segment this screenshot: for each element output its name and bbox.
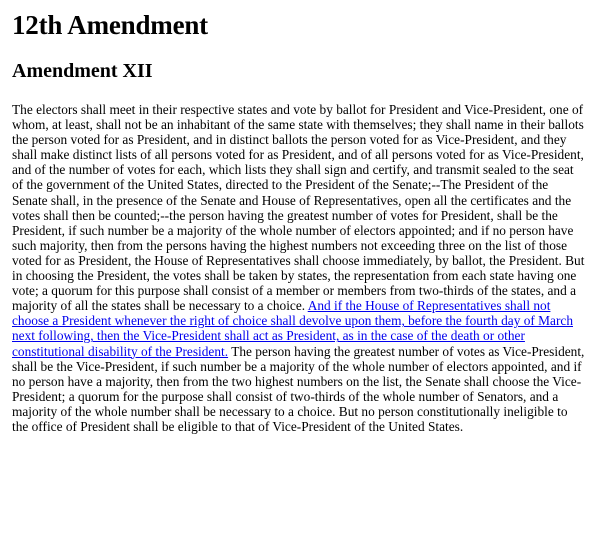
amendment-text-part-1: The electors shall meet in their respective states and vote by ballot for President and Vice-President, one of whom, at least, shall not be an inhabitant of the same state with themselves; they shall name in their ballots the person voted for as President, and in distinct ballots the person voted for as Vice-President, and they shall make distinct lists of all persons voted for as President, and of all persons voted for as Vice-President, and of the number of votes for each, which lists they shall sign and certify, and transmit sealed to the seat of the government of the United States, directed to the President of the Senate;--The President of the Senate shall, in the presence of the Senate and House of Representatives, open all the certificates and the votes shall then be counted;--the person having the greatest number of votes for President, shall be the President, if such number be a majority of the whole number of electors appointed; and if no person have such majority, then from the persons having the highest numbers not exceeding three on the list of those voted for as President, the House of Representatives shall choose immediately, by ballot, the President. But in choosing the President, the votes shall be taken by states, the representation from each state having one vote; a quorum for this purpose shall consist of a member or members from two-thirds of the states, and a majority of all the states shall be necessary to a choice. xyxy=(12,102,585,314)
amendment-text xyxy=(12,102,585,434)
page-title: 12th Amendment xyxy=(12,10,208,40)
superseded-clause-link[interactable]: And if the House of Representatives shall not choose a President whenever the right of choice shall devolve upon them, before the fourth day of March next following, then the Vice-President shall act as President, as in the case of the death or other constitutional disability of the President. xyxy=(12,298,573,359)
amendment-heading: Amendment XII xyxy=(12,60,153,82)
amendment-text-part-2: The person having the greatest number of votes as Vice-President, shall be the Vice-President, if such number be a majority of the whole number of electors appointed, and if no person have a majority, then from the two highest numbers on the list, the Senate shall choose the Vice-President; a quorum for the purpose shall consist of two-thirds of the whole number of Senators, and a majority of the whole number shall be necessary to a choice. But no person constitutionally ineligible to the office of President shall be eligible to that of Vice-President of the United States. xyxy=(12,343,585,434)
